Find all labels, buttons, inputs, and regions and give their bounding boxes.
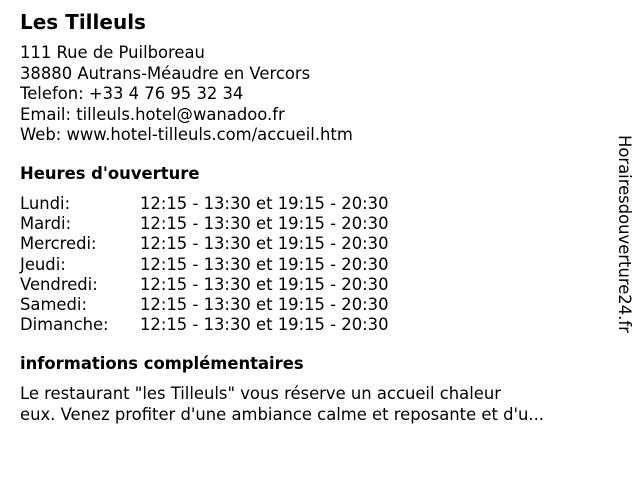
hours-row-friday	[20, 275, 440, 295]
time-range: 12:15 - 13:30 et 19:15 - 20:30	[140, 315, 389, 335]
hours-row-saturday	[20, 295, 440, 315]
web-line: Web: www.hotel-tilleuls.com/accueil.htm	[20, 125, 353, 144]
site-watermark: Horairesdouverture24.fr	[615, 135, 634, 333]
day-label: Vendredi:	[20, 274, 98, 294]
phone-line: Telefon: +33 4 76 95 32 34	[20, 84, 244, 103]
day-label: Jeudi:	[20, 254, 66, 274]
email-line: Email: tilleuls.hotel@wanadoo.fr	[20, 104, 285, 124]
info-line-2: eux. Venez profiter d'une ambiance calme et reposante et d'u...	[20, 404, 545, 424]
time-range: 12:15 - 13:30 et 19:15 - 20:30	[140, 214, 389, 234]
place-name: Les Tilleuls	[20, 10, 146, 34]
hours-row-sunday	[20, 315, 440, 335]
day-label: Mercredi:	[20, 234, 97, 254]
address-block	[20, 43, 353, 146]
day-label: Lundi:	[20, 194, 71, 213]
time-range: 12:15 - 13:30 et 19:15 - 20:30	[140, 254, 389, 274]
day-label: Samedi:	[20, 294, 87, 314]
time-range: 12:15 - 13:30 et 19:15 - 20:30	[140, 274, 389, 294]
time-range: 12:15 - 13:30 et 19:15 - 20:30	[140, 194, 389, 213]
additional-info-text	[20, 384, 600, 425]
hours-row-tuesday	[20, 214, 440, 234]
additional-info-heading: informations complémentaires	[20, 354, 304, 373]
hours-row-monday	[20, 194, 440, 214]
day-label: Mardi:	[20, 214, 72, 234]
time-range: 12:15 - 13:30 et 19:15 - 20:30	[140, 294, 389, 314]
street-address: 111 Rue de Puilboreau	[20, 43, 205, 62]
day-label: Dimanche:	[20, 315, 109, 335]
hours-row-thursday	[20, 255, 440, 275]
hours-row-wednesday	[20, 234, 440, 254]
opening-hours-heading: Heures d'ouverture	[20, 164, 200, 183]
time-range: 12:15 - 13:30 et 19:15 - 20:30	[140, 234, 389, 254]
opening-hours-table	[20, 194, 440, 335]
city-line: 38880 Autrans-Méaudre en Vercors	[20, 63, 311, 83]
info-line-1: Le restaurant "les Tilleuls" vous réserve un accueil chaleur	[20, 384, 501, 403]
